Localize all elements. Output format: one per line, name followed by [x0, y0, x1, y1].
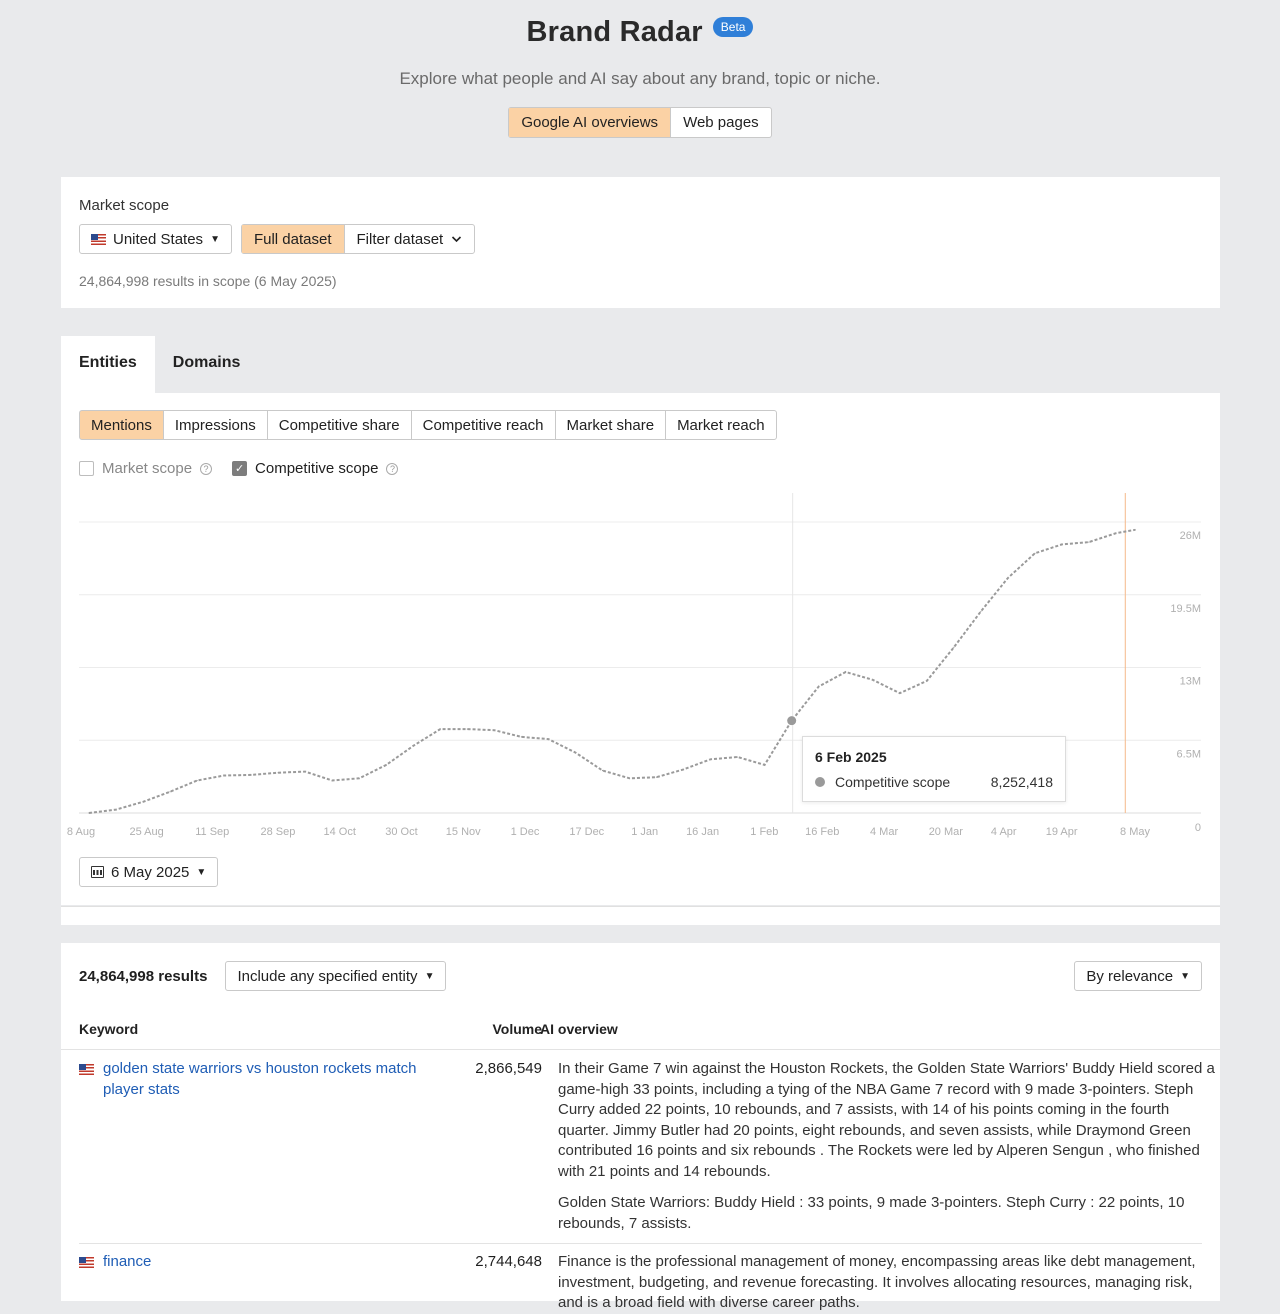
data-point: [818, 686, 819, 687]
y-tick-label: 19.5M: [1170, 602, 1201, 615]
data-point: [575, 752, 576, 753]
data-point: [980, 611, 981, 612]
tooltip-value: 8,252,418: [990, 774, 1053, 790]
x-tick-label: 8 Aug: [66, 826, 96, 838]
series-dot-icon: [815, 777, 825, 787]
page-title: Brand Radar: [526, 16, 703, 48]
x-tick-label: 16 Feb: [805, 826, 840, 838]
date-picker-label: 6 May 2025: [111, 863, 190, 881]
dataset-toggle: [241, 224, 475, 254]
help-icon[interactable]: ?: [200, 463, 212, 475]
metric-market-share[interactable]: Market share: [555, 410, 667, 440]
keyword-link[interactable]: finance: [103, 1253, 152, 1270]
country-select[interactable]: [79, 224, 232, 254]
data-point: [494, 730, 495, 731]
y-tick-label: 26M: [1179, 530, 1201, 542]
data-point: [88, 812, 89, 813]
full-dataset-button[interactable]: Full dataset: [242, 225, 344, 253]
data-point: [1115, 533, 1116, 534]
x-tick-label: 20 Mar: [928, 826, 963, 838]
ai-overview-paragraph: In their Game 7 win against the Houston Rockets, the Golden State Warriors' Buddy Hield scored a game-high 33 points, including a tying of the NBA Game 7 record with 9 made 3-pointers. Steph Curry added 22 points, 10 rebounds, and 7 assists, with 14 of his points coming in the fourth quarter. Jimmy Butler had 20 points, eight rebounds, and seven assists, while Draymond Green contributed 16 points and six rebounds . The Rockets were led by Alperen Sengun , who finished with 21 points and 14 rebounds.: [558, 1060, 1215, 1180]
x-tick-label: 1 Jan: [631, 826, 659, 838]
calendar-icon: [91, 866, 104, 878]
data-point: [764, 764, 765, 765]
metric-market-reach[interactable]: Market reach: [665, 410, 777, 440]
data-point: [142, 801, 143, 802]
data-point: [169, 791, 170, 792]
x-tick-label: 30 Oct: [385, 826, 418, 838]
results-in-scope-note: 24,864,998 results in scope (6 May 2025): [79, 273, 337, 289]
column-header-ai-overview: AI overview: [540, 1021, 618, 1037]
volume-value: 2,866,549: [475, 1060, 542, 1077]
x-tick-label: 28 Sep: [260, 826, 296, 838]
chart-panel: [61, 393, 1220, 905]
ai-overview-paragraph: Golden State Warriors: Buddy Hield : 33 points, 9 made 3-pointers. Steph Curry : 22 points, 10 rebounds, 7 assists.: [558, 1194, 1185, 1232]
caret-down-icon: ▼: [210, 233, 220, 245]
data-point: [278, 772, 279, 773]
caret-down-icon: ▼: [196, 866, 207, 878]
data-point: [413, 745, 414, 746]
x-tick-label: 14 Oct: [323, 826, 356, 838]
chart-tooltip: [802, 736, 1066, 802]
x-tick-label: 25 Aug: [129, 826, 164, 838]
keyword-link[interactable]: golden state warriors vs houston rockets match player stats: [103, 1060, 417, 1098]
data-point: [899, 693, 900, 694]
header-divider: [61, 1049, 1220, 1050]
data-point: [953, 647, 954, 648]
chevron-down-icon: [451, 231, 462, 247]
y-tick-label: 13M: [1179, 675, 1201, 688]
data-point: [251, 774, 252, 775]
us-flag-icon: [79, 1257, 94, 1268]
tooltip-date: 6 Feb 2025: [815, 749, 887, 765]
caret-down-icon: ▼: [1180, 970, 1190, 982]
entity-filter-select[interactable]: [225, 961, 446, 991]
data-point: [656, 777, 657, 778]
data-point: [305, 771, 306, 772]
results-count: 24,864,998 results: [79, 967, 208, 985]
data-point: [737, 756, 738, 757]
y-tick-label: 6.5M: [1176, 748, 1201, 761]
metric-tabs: [79, 410, 777, 440]
sort-select[interactable]: [1074, 961, 1202, 991]
entity-filter-label: Include any specified entity: [237, 967, 418, 985]
date-picker[interactable]: [79, 857, 218, 887]
y-tick-label: 0: [1194, 822, 1201, 834]
x-tick-label: 11 Sep: [195, 826, 230, 838]
ai-overview-text: [558, 1059, 1218, 1234]
x-tick-label: 8 May: [1120, 826, 1150, 838]
country-select-label: United States: [113, 230, 204, 248]
ai-overview-text: [558, 1252, 1218, 1314]
page-header: [0, 0, 1280, 138]
data-point: [224, 775, 225, 776]
metric-impressions[interactable]: Impressions: [163, 410, 268, 440]
caret-down-icon: ▼: [424, 970, 435, 982]
results-panel: [61, 943, 1220, 1311]
x-tick-label: 15 Nov: [445, 826, 481, 838]
ai-overview-paragraph: Finance is the professional management of money, encompassing areas like debt management, investment, budgeting, and revenue forecasting. It involves allocating resources, managing risk, and is a broad field with diverse career paths.: [558, 1253, 1196, 1311]
data-point: [386, 764, 387, 765]
data-point: [629, 778, 630, 779]
tab-web-pages[interactable]: Web pages: [670, 108, 771, 137]
data-point: [332, 780, 333, 781]
section-divider: [61, 906, 1220, 925]
market-scope-checkbox[interactable]: [79, 461, 94, 476]
metric-competitive-share[interactable]: Competitive share: [267, 410, 412, 440]
view-tabs: [61, 336, 258, 393]
x-tick-label: 1 Dec: [510, 826, 540, 838]
us-flag-icon: [91, 234, 106, 245]
data-point: [872, 679, 873, 680]
source-toggle: [508, 107, 771, 138]
data-point: [1135, 529, 1136, 530]
tooltip-series-name: Competitive scope: [835, 774, 951, 790]
metric-competitive-reach[interactable]: Competitive reach: [411, 410, 556, 440]
data-point: [1007, 577, 1008, 578]
tab-entities[interactable]: Entities: [61, 336, 155, 393]
metric-mentions[interactable]: Mentions: [79, 410, 164, 440]
data-point: [1034, 553, 1035, 554]
volume-value: 2,744,648: [475, 1253, 542, 1270]
tab-google-ai-overviews[interactable]: Google AI overviews: [509, 108, 670, 137]
data-point: [548, 739, 549, 740]
filter-dataset-button[interactable]: [344, 225, 475, 253]
market-scope-toggle[interactable]: [79, 460, 212, 477]
scope-toggles: [79, 460, 398, 477]
data-point: [440, 728, 441, 729]
market-scope-panel: [61, 177, 1220, 308]
competitive-scope-checkbox[interactable]: ✓: [232, 461, 247, 476]
data-point: [359, 778, 360, 779]
column-header-volume[interactable]: Volume: [492, 1021, 542, 1037]
x-tick-label: 4 Apr: [990, 826, 1017, 838]
data-point: [710, 759, 711, 760]
x-tick-label: 1 Feb: [750, 826, 779, 838]
tab-domains[interactable]: Domains: [172, 354, 241, 371]
sort-label: By relevance: [1086, 967, 1174, 985]
x-tick-label: 4 Mar: [869, 826, 899, 838]
help-icon[interactable]: ?: [386, 463, 398, 475]
data-point: [197, 780, 198, 781]
x-tick-label: 17 Dec: [569, 826, 605, 838]
beta-badge: Beta: [713, 17, 754, 37]
column-header-keyword[interactable]: Keyword: [79, 1021, 139, 1037]
data-point: [845, 671, 846, 672]
data-point: [115, 809, 116, 810]
data-point: [1088, 542, 1089, 543]
data-point: [521, 736, 522, 737]
x-tick-label: 19 Apr: [1045, 826, 1078, 838]
competitive-scope-toggle-label: Competitive scope: [255, 460, 379, 477]
competitive-scope-toggle[interactable]: [232, 460, 398, 477]
filter-dataset-label: Filter dataset: [356, 231, 444, 248]
data-point: [683, 769, 684, 770]
market-scope-toggle-label: Market scope: [102, 460, 193, 477]
x-tick-label: 16 Jan: [686, 826, 720, 838]
data-point: [602, 770, 603, 771]
data-point: [467, 728, 468, 729]
data-point: [926, 680, 927, 681]
highlighted-data-point: [787, 716, 796, 725]
row-divider: [79, 1243, 1202, 1244]
us-flag-icon: [79, 1064, 94, 1075]
data-point: [1061, 544, 1062, 545]
page-subtitle: Explore what people and AI say about any brand, topic or niche.: [399, 69, 881, 88]
market-scope-label: Market scope: [79, 197, 170, 214]
